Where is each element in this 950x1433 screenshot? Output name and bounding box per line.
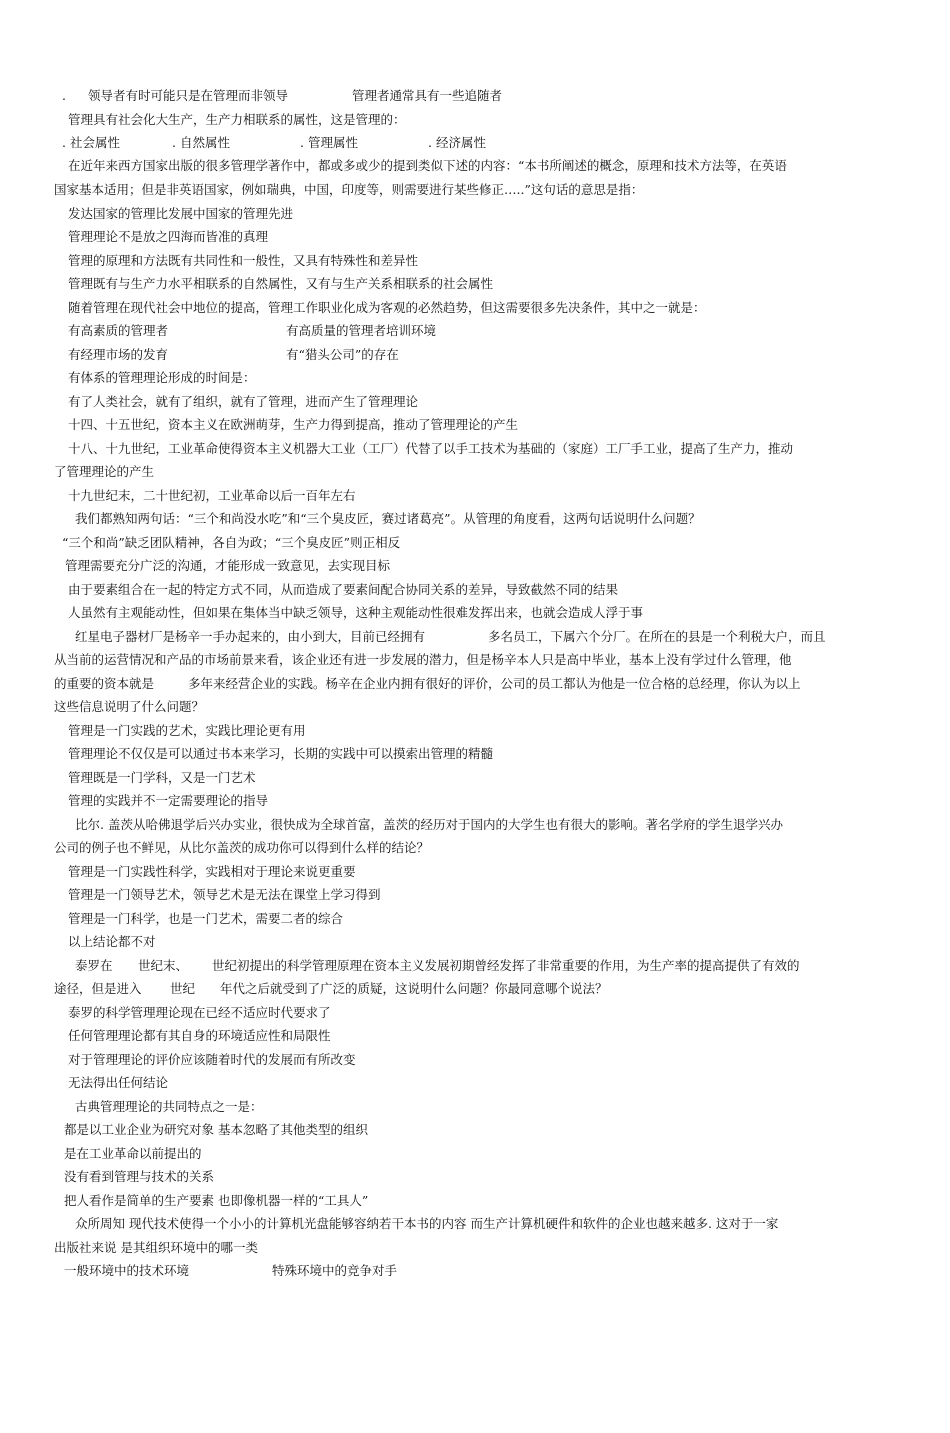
- option-text: 由于要素组合在一起的特定方式不同，从而造成了要素间配合协同关系的差异，导致截然不同的结果: [68, 582, 619, 597]
- option-text: 管理是一门领导艺术，领导艺术是无法在课堂上学习得到: [68, 887, 381, 902]
- option-text: 把人看作是简单的生产要素 也即像机器一样的“工具人”: [64, 1193, 369, 1208]
- question-text: 泰罗在: [75, 958, 113, 973]
- question-text: 随着管理在现代社会中地位的提高，管理工作职业化成为客观的必然趋势，但这需要很多先决条件，其中之一就是：: [68, 300, 706, 315]
- option-text: 特殊环境中的竞争对手: [272, 1263, 398, 1278]
- option-text: . 经济属性: [428, 135, 486, 150]
- option-text: 领导者有时可能只是在管理而非领导: [88, 88, 289, 103]
- option-text: 管理是一门实践的艺术，实践比理论更有用: [68, 723, 306, 738]
- option-text: . 管理属性: [300, 135, 358, 150]
- question-text: 途径，但是进入: [54, 981, 142, 996]
- option-text: 人虽然有主观能动性，但如果在集体当中缺乏领导，这种主观能动性很难发挥出来，也就会造成人浮于事: [68, 605, 644, 620]
- option-text: 有高素质的管理者: [68, 323, 169, 338]
- option-text: 了管理理论的产生: [54, 464, 155, 479]
- question-text: 众所周知 现代技术使得一个小小的计算机光盘能够容纳若干本书的内容 而生产计算机硬件和软件的企业也越来越多. 这对于一家: [75, 1216, 779, 1231]
- option-text: “三个和尚”缺乏团队精神，各自为政；“三个臭皮匠”则正相反: [62, 535, 401, 550]
- question-text: 出版社来说 是其组织环境中的哪一类: [54, 1240, 258, 1255]
- option-text: 管理是一门科学，也是一门艺术，需要二者的综合: [68, 911, 344, 926]
- option-text: 有经理市场的发育: [68, 347, 169, 362]
- option-text: 管理既有与生产力水平相联系的自然属性，又有与生产关系相联系的社会属性: [68, 276, 494, 291]
- option-text: 管理是一门实践性科学，实践相对于理论来说更重要: [68, 864, 356, 879]
- question-text: 管理具有社会化大生产，生产力相联系的属性，这是管理的：: [68, 112, 406, 127]
- option-text: 无法得出任何结论: [68, 1075, 169, 1090]
- option-text: 管理者通常具有一些追随者: [352, 88, 503, 103]
- option-text: 十四、十五世纪，资本主义在欧洲萌芽，生产力得到提高，推动了管理理论的产生: [68, 417, 519, 432]
- option-text: 泰罗的科学管理理论现在已经不适应时代要求了: [68, 1005, 331, 1020]
- option-text: 有高质量的管理者培训环境: [286, 323, 437, 338]
- option-text: 有“猎头公司”的存在: [286, 347, 399, 362]
- question-text: 多年来经营企业的实践。杨辛在企业内拥有很好的评价，公司的员工都认为他是一位合格的总经理，你认为以上: [188, 676, 801, 691]
- option-text: 管理的原理和方法既有共同性和一般性，又具有特殊性和差异性: [68, 253, 419, 268]
- option-text: 以上结论都不对: [68, 934, 156, 949]
- option-text: 一般环境中的技术环境: [64, 1263, 190, 1278]
- option-text: 管理既是一门学科，又是一门艺术: [68, 770, 256, 785]
- question-text: 古典管理理论的共同特点之一是：: [75, 1099, 263, 1114]
- option-text: . 自然属性: [172, 135, 230, 150]
- question-text: 的重要的资本就是: [54, 676, 155, 691]
- question-text: 比尔. 盖茨从哈佛退学后兴办实业，很快成为全球首富，盖茨的经历对于国内的大学生也有很大的影响。著名学府的学生退学兴办: [75, 817, 783, 832]
- question-text: 有体系的管理理论形成的时间是：: [68, 370, 256, 385]
- question-text: 公司的例子也不鲜见，从比尔盖茨的成功你可以得到什么样的结论？: [54, 840, 430, 855]
- question-text: 世纪: [170, 981, 196, 996]
- option-text: 发达国家的管理比发展中国家的管理先进: [68, 206, 294, 221]
- option-text: 管理的实践并不一定需要理论的指导: [68, 793, 269, 808]
- option-marker: .: [62, 88, 66, 103]
- question-text: 年代之后就受到了广泛的质疑，这说明什么问题？你最同意哪个说法？: [220, 981, 608, 996]
- question-text: 这些信息说明了什么问题？: [54, 699, 205, 714]
- question-text: 多名员工，下属六个分厂。在所在的县是一个利税大户，而且: [488, 629, 826, 644]
- option-text: 任何管理理论都有其自身的环境适应性和局限性: [68, 1028, 331, 1043]
- option-text: 管理理论不是放之四海而皆准的真理: [68, 229, 269, 244]
- question-text: 红星电子器材厂是杨辛一手办起来的，由小到大，目前已经拥有: [75, 629, 426, 644]
- option-text: 是在工业革命以前提出的: [64, 1146, 202, 1161]
- option-text: 管理理论不仅仅是可以通过书本来学习，长期的实践中可以摸索出管理的精髓: [68, 746, 494, 761]
- option-text: 管理需要充分广泛的沟通，才能形成一致意见，去实现目标: [65, 558, 391, 573]
- option-text: . 社会属性: [62, 135, 120, 150]
- option-text: 十八、十九世纪，工业革命使得资本主义机器大工业（工厂）代替了以手工技术为基础的（家庭）工厂手工业，提高了生产力，推动: [68, 441, 794, 456]
- option-text: 没有看到管理与技术的关系: [64, 1169, 215, 1184]
- question-text: 国家基本适用；但是非英语国家，例如瑞典，中国，印度等，则需要进行某些修正…..”这句话的意思是指：: [54, 182, 644, 197]
- question-text: 世纪初提出的科学管理原理在资本主义发展初期曾经发挥了非常重要的作用，为生产率的提高提供了有效的: [212, 958, 800, 973]
- question-text: 从当前的运营情况和产品的市场前景来看，该企业还有进一步发展的潜力，但是杨辛本人只是高中毕业，基本上没有学过什么管理，他: [54, 652, 792, 667]
- option-text: 都是以工业企业为研究对象 基本忽略了其他类型的组织: [64, 1122, 368, 1137]
- option-text: 对于管理理论的评价应该随着时代的发展而有所改变: [68, 1052, 356, 1067]
- question-text: 世纪末、: [138, 958, 189, 973]
- option-text: 有了人类社会，就有了组织，就有了管理，进而产生了管理理论: [68, 394, 419, 409]
- question-text: 我们都熟知两句话：“三个和尚没水吃”和“三个臭皮匠，赛过诸葛亮”。从管理的角度看，这两句话说明什么问题？: [75, 511, 701, 526]
- option-text: 十九世纪末，二十世纪初，工业革命以后一百年左右: [68, 488, 356, 503]
- question-text: 在近年来西方国家出版的很多管理学著作中，都或多或少的提到类似下述的内容：“本书所阐述的概念，原理和技术方法等，在英语: [68, 158, 787, 173]
